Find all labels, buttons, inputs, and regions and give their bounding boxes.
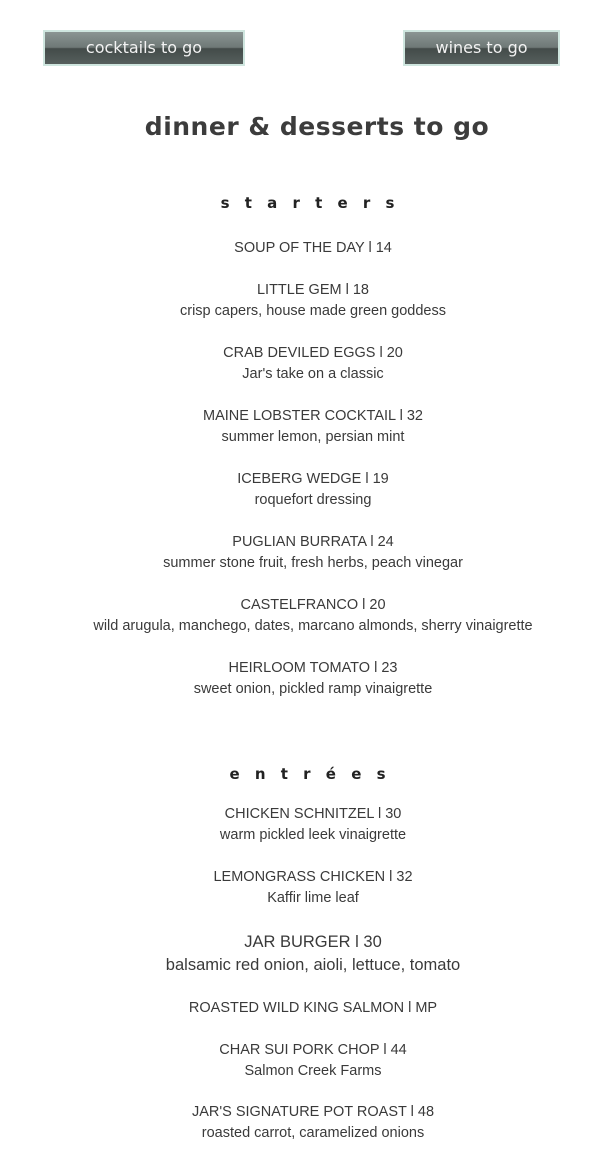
item-name: LITTLE GEM l 18 [256, 282, 369, 298]
wines-to-go-button[interactable]: wines to go [403, 30, 560, 66]
item-description: roasted carrot, caramelized onions [201, 1125, 425, 1141]
menu-item-chicken-schnitzel [0, 804, 590, 846]
item-description: sweet onion, pickled ramp vinaigrette [193, 681, 433, 697]
item-name: JAR BURGER l 30 [244, 933, 382, 951]
item-description: Kaffir lime leaf [267, 890, 359, 906]
item-description: summer stone fruit, fresh herbs, peach vinegar [163, 555, 463, 571]
menu-item-castelfranco [0, 595, 590, 637]
section-title-starters: s t a r t e r s [220, 194, 400, 212]
menu-item-crab-deviled-eggs [0, 343, 590, 385]
item-name: ROASTED WILD KING SALMON l MP [188, 1000, 438, 1016]
cocktails-to-go-button[interactable]: cocktails to go [43, 30, 245, 66]
item-description: warm pickled leek vinaigrette [219, 827, 407, 843]
item-name: CRAB DEVILED EGGS l 20 [223, 345, 403, 361]
menu-item-soup-of-the-day [0, 238, 590, 259]
item-name: CHAR SUI PORK CHOP l 44 [219, 1042, 407, 1058]
item-name: PUGLIAN BURRATA l 24 [232, 534, 394, 550]
menu-item-jars-signature-pot-roast [0, 1102, 590, 1144]
section-title-entrees: e n t r é e s [229, 765, 391, 783]
item-description: wild arugula, manchego, dates, marcano almonds, sherry vinaigrette [93, 618, 533, 634]
menu-item-lemongrass-chicken [0, 867, 590, 909]
menu-item-maine-lobster-cocktail [0, 406, 590, 448]
item-description: balsamic red onion, aioli, lettuce, tomato [165, 956, 461, 974]
menu-item-jar-burger [0, 931, 590, 977]
item-name: MAINE LOBSTER COCKTAIL l 32 [203, 408, 423, 424]
item-description: crisp capers, house made green goddess [180, 303, 446, 319]
menu-item-roasted-wild-king-salmon [0, 998, 590, 1019]
item-description: Jar's take on a classic [242, 366, 384, 382]
menu-item-iceberg-wedge [0, 469, 590, 511]
item-description: roquefort dressing [254, 492, 372, 508]
page-title: dinner & desserts to go [144, 112, 490, 141]
item-name: LEMONGRASS CHICKEN l 32 [213, 869, 413, 885]
menu-item-puglian-burrata [0, 532, 590, 574]
item-name: CASTELFRANCO l 20 [240, 597, 386, 613]
item-name: JAR'S SIGNATURE POT ROAST l 48 [191, 1104, 435, 1120]
menu-item-char-sui-pork-chop [0, 1040, 590, 1082]
item-description: Salmon Creek Farms [244, 1063, 382, 1079]
item-description: summer lemon, persian mint [221, 429, 405, 445]
item-name: SOUP OF THE DAY l 14 [234, 240, 392, 256]
item-name: CHICKEN SCHNITZEL l 30 [224, 806, 402, 822]
menu-item-heirloom-tomato [0, 658, 590, 700]
menu-item-little-gem [0, 280, 590, 322]
item-name: ICEBERG WEDGE l 19 [237, 471, 389, 487]
item-name: HEIRLOOM TOMATO l 23 [228, 660, 398, 676]
